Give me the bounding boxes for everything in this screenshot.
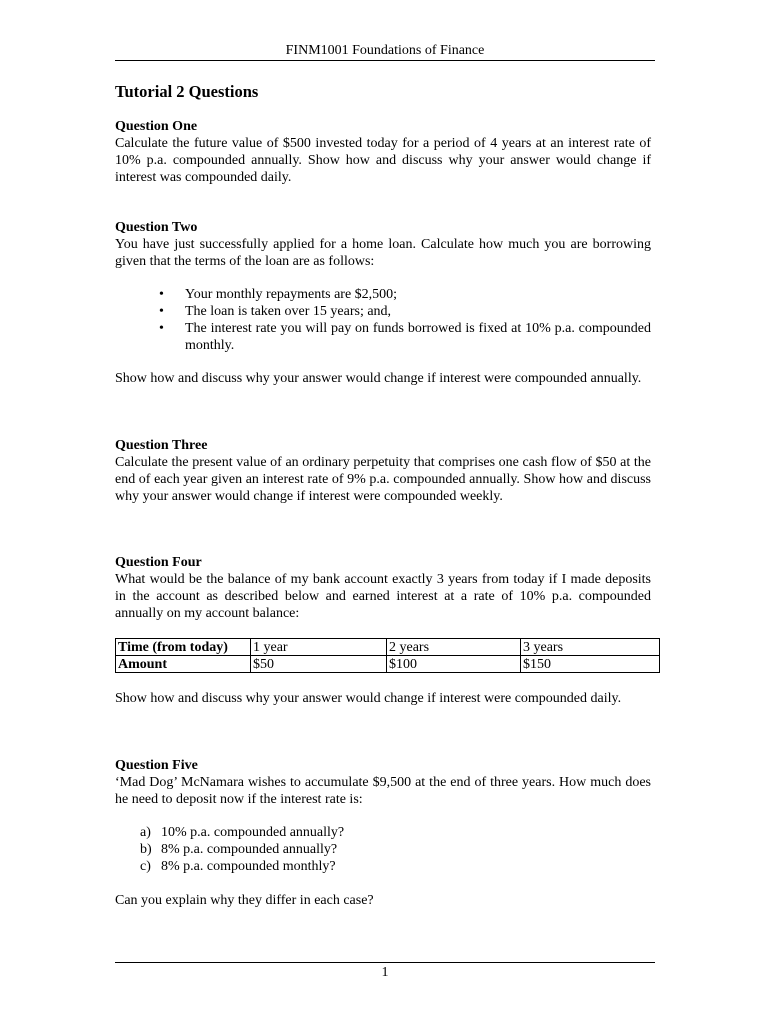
list-item: c) 8% p.a. compounded monthly? (140, 859, 336, 874)
table-cell: 1 year (251, 639, 387, 656)
question-two-heading: Question Two (115, 220, 198, 235)
question-five (115, 757, 651, 808)
table-row (116, 656, 660, 673)
question-three-body: Calculate the present value of an ordinary perpetuity that comprises one cash flow of $50 at the end of each year given an interest rate of 9% p.a. compounded annually. Show how and discuss why your answer would change if interest were compounded weekly. (115, 455, 651, 504)
question-two-bullets (115, 286, 651, 354)
question-four-intro: What would be the balance of my bank account exactly 3 years from today if I made deposits in the account as described below and earned interest at a rate of 10% p.a. compounded annually on my account balance: (115, 572, 651, 621)
document-page (115, 0, 655, 1024)
question-five-outro: Can you explain why they differ in each case? (115, 893, 374, 908)
question-four-heading: Question Four (115, 555, 202, 570)
table-row (116, 639, 660, 656)
list-item: • Your monthly repayments are $2,500; (159, 287, 398, 302)
question-five-heading: Question Five (115, 758, 198, 773)
question-five-options (115, 824, 651, 875)
list-item: • The loan is taken over 15 years; and, (159, 304, 392, 319)
page-header: FINM1001 Foundations of Finance (285, 43, 485, 58)
question-two (115, 219, 651, 270)
list-item: • The interest rate you will pay on funds borrowed is fixed at 10% p.a. compounded monthly. (159, 321, 651, 353)
table-header-cell: Time (from today) (116, 639, 251, 656)
question-four-outro: Show how and discuss why your answer would change if interest were compounded daily. (115, 691, 622, 706)
list-item: a) 10% p.a. compounded annually? (140, 825, 345, 840)
table-cell: 3 years (521, 639, 660, 656)
table-cell: 2 years (387, 639, 521, 656)
list-item: b) 8% p.a. compounded annually? (140, 842, 338, 857)
table-cell: $50 (251, 656, 387, 673)
question-three-heading: Question Three (115, 438, 208, 453)
question-one-heading: Question One (115, 119, 198, 134)
header-divider (115, 60, 655, 61)
question-one (115, 118, 651, 186)
question-two-outro: Show how and discuss why your answer would change if interest were compounded annually. (115, 371, 642, 386)
table-cell: $100 (387, 656, 521, 673)
bullet-icon: • (159, 287, 164, 302)
deposit-table (115, 638, 660, 673)
page-number: 1 (381, 965, 389, 980)
question-three (115, 437, 651, 505)
question-two-intro: You have just successfully applied for a home loan. Calculate how much you are borrowing given that the terms of the loan are as follows: (115, 237, 651, 269)
table-header-cell: Amount (116, 656, 251, 673)
question-four (115, 554, 651, 622)
footer-divider (115, 962, 655, 963)
bullet-icon: • (159, 321, 164, 336)
bullet-icon: • (159, 304, 164, 319)
question-one-body: Calculate the future value of $500 invested today for a period of 4 years at an interest rate of 10% p.a. compounded annually. Show how and discuss why your answer would change if interest was compounded daily. (115, 136, 651, 185)
page-title: Tutorial 2 Questions (115, 82, 259, 101)
question-five-intro: ‘Mad Dog’ McNamara wishes to accumulate $9,500 at the end of three years. How much does he need to deposit now if the interest rate is: (115, 775, 651, 807)
table-cell: $150 (521, 656, 660, 673)
